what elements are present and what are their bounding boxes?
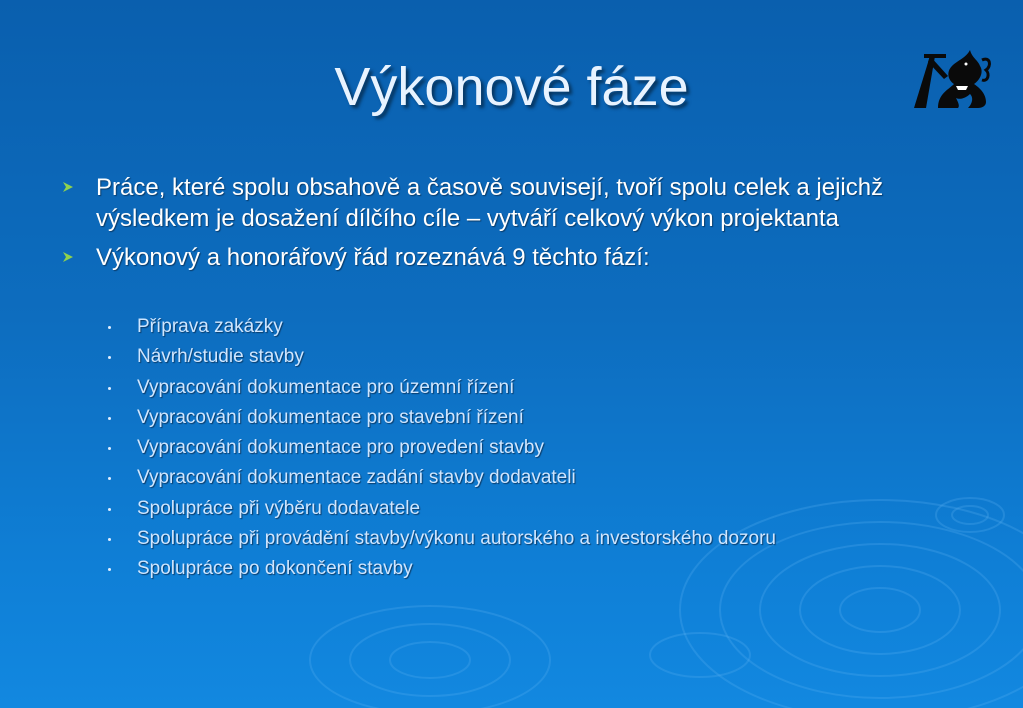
- bullet-item: [62, 172, 982, 234]
- bullet-item: [62, 242, 982, 273]
- dot-bullet-icon: [108, 387, 111, 390]
- slide-title: Výkonové fáze: [334, 57, 689, 117]
- dot-bullet-icon: [108, 326, 111, 329]
- dot-bullet-icon: [108, 568, 111, 571]
- bullet-text: Práce, které spolu obsahově a časově souvisejí, tvoří spolu celek a jejichž výsledkem je dosažení dílčího cíle – vytváří celkový výkon projektanta: [96, 174, 884, 232]
- phase-text: Příprava zakázky: [137, 316, 283, 337]
- dot-bullet-icon: [108, 477, 111, 480]
- dot-bullet-icon: [108, 538, 111, 541]
- dot-bullet-icon: [108, 417, 111, 420]
- phase-item: [105, 314, 965, 344]
- phase-item: [105, 405, 965, 435]
- dot-bullet-icon: [108, 356, 111, 359]
- phase-text: Spolupráce při výběru dodavatele: [137, 497, 421, 519]
- phase-text: Spolupráce při provádění stavby/výkonu autorského a investorského dozoru: [137, 528, 776, 550]
- phase-text: Vypracování dokumentace pro stavební řízení: [137, 406, 524, 428]
- dot-bullet-icon: [108, 447, 111, 450]
- bullet-text: Výkonový a honorářový řád rozeznává 9 těchto fází:: [96, 244, 650, 271]
- main-bullet-list: [62, 172, 982, 281]
- phase-list: [105, 314, 965, 587]
- phase-item: [105, 375, 965, 405]
- arrow-bullet-icon: [62, 181, 74, 193]
- phase-text: Vypracování dokumentace pro územní řízení: [137, 376, 515, 398]
- phase-text: Návrh/studie stavby: [137, 346, 304, 368]
- phase-item: [105, 556, 965, 586]
- phase-text: Vypracování dokumentace zadání stavby dodavateli: [137, 467, 576, 489]
- phase-item: [105, 435, 965, 465]
- phase-item: [105, 496, 965, 526]
- cvut-lion-logo-icon: [908, 46, 992, 112]
- phase-text: Spolupráce po dokončení stavby: [137, 558, 413, 580]
- phase-item: [105, 526, 965, 556]
- arrow-bullet-icon: [62, 251, 74, 263]
- phase-item: [105, 344, 965, 374]
- phase-text: Vypracování dokumentace pro provedení stavby: [137, 437, 544, 459]
- phase-item: [105, 465, 965, 495]
- dot-bullet-icon: [108, 508, 111, 511]
